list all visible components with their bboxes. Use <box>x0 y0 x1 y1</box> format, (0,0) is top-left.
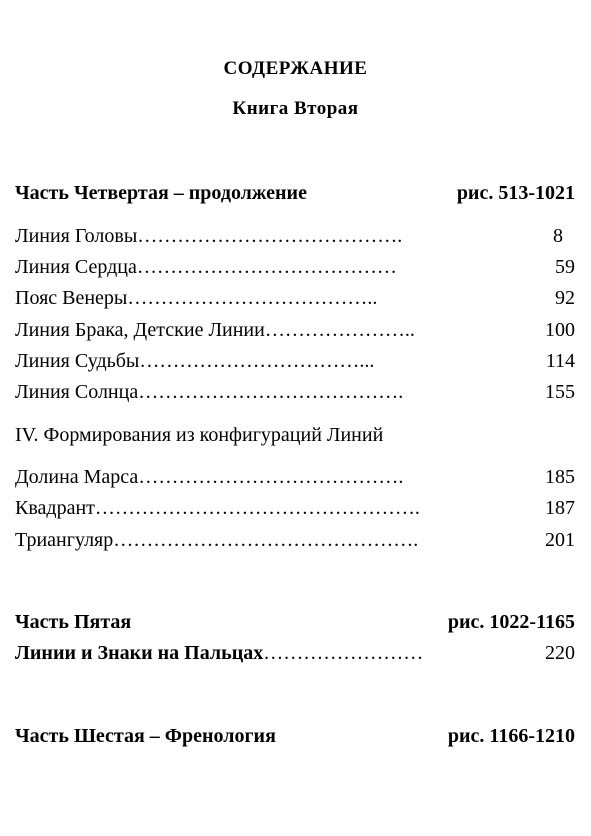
toc-entry-page: 59 <box>555 256 575 278</box>
toc-entry-label: Линия Солнца…………………………………. <box>15 381 404 403</box>
toc-entry-page: 8 <box>553 225 563 247</box>
toc-leader-dots: …………………………………. <box>137 225 403 247</box>
toc-entry <box>15 465 575 489</box>
book-subtitle: Книга Вторая <box>232 98 359 119</box>
part6-heading-row <box>15 724 575 748</box>
toc-entry <box>15 318 575 342</box>
part6-figures: рис. 1166-1210 <box>447 725 575 747</box>
section-heading-row <box>15 423 575 447</box>
toc-entry-page: 185 <box>545 466 575 488</box>
toc-entry <box>15 349 575 373</box>
toc-entry <box>15 224 575 248</box>
toc-entry-page: 220 <box>545 642 575 664</box>
toc-entry <box>15 528 575 552</box>
part4-figures: рис. 513-1021 <box>456 182 575 204</box>
part4-heading-row <box>15 181 575 205</box>
toc-entry-page: 187 <box>545 497 575 519</box>
toc-entry-label: Линии и Знаки на Пальцах…………………… <box>15 642 424 664</box>
toc-entry-label: Квадрант…………………………………………. <box>15 497 420 519</box>
toc-entry-page: 201 <box>545 529 575 551</box>
toc-entry-label: Линия Сердца………………………………… <box>15 256 397 278</box>
part5-heading: Часть Пятая <box>15 611 132 633</box>
toc-leader-dots: …………………………………. <box>138 381 404 403</box>
toc-entry <box>15 641 575 665</box>
toc-entry <box>15 496 575 520</box>
part6-heading: Часть Шестая – Френология <box>15 725 276 747</box>
toc-leader-dots: …………………………………………. <box>94 497 420 519</box>
part5-heading-row <box>15 610 575 634</box>
toc-leader-dots: ……………………………... <box>139 350 375 372</box>
toc-leader-dots: ………………………………………. <box>113 529 419 551</box>
toc-leader-dots: …………………………………. <box>138 466 404 488</box>
toc-entry-label: Триангуляр………………………………………. <box>15 529 419 551</box>
toc-entry-page: 114 <box>545 350 575 372</box>
section-heading: IV. Формирования из конфигураций Линий <box>15 424 384 446</box>
toc-entry-label: Линия Головы…………………………………. <box>15 225 403 247</box>
part5-figures: рис. 1022-1165 <box>447 611 575 633</box>
toc-entry-page: 92 <box>555 287 575 309</box>
toc-leader-dots: ……………………………….. <box>127 287 378 309</box>
contents-title: СОДЕРЖАНИЕ <box>223 58 368 79</box>
toc-entry-page: 100 <box>545 319 575 341</box>
part4-heading: Часть Четвертая – продолжение <box>15 182 307 204</box>
toc-entry <box>15 380 575 404</box>
toc-entry-label: Пояс Венеры……………………………….. <box>15 287 378 309</box>
toc-entry <box>15 255 575 279</box>
toc-leader-dots: ………………….. <box>264 319 415 341</box>
toc-leader-dots: …………………… <box>263 642 424 664</box>
toc-entry-label: Линия Брака, Детские Линии………………….. <box>15 319 415 341</box>
toc-leader-dots: ………………………………… <box>136 256 397 278</box>
toc-entry-label: Долина Марса…………………………………. <box>15 466 404 488</box>
toc-entry <box>15 286 575 310</box>
toc-entry-page: 155 <box>545 381 575 403</box>
toc-entry-label: Линия Судьбы……………………………... <box>15 350 375 372</box>
